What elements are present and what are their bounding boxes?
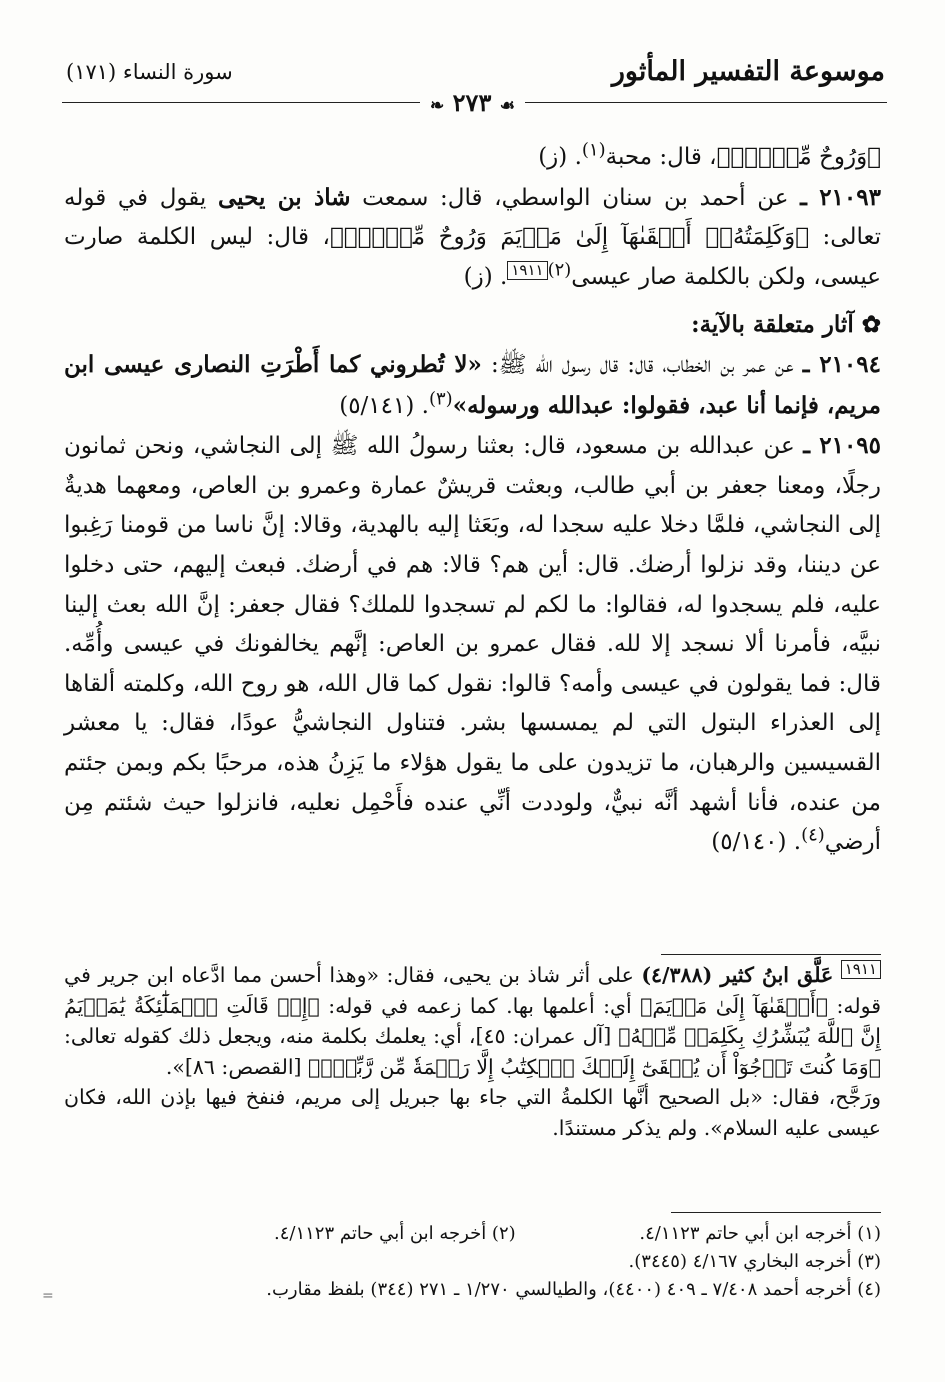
footnote-1: (١) أخرجه ابن أبي حاتم ٤/١١٢٣.: [639, 1223, 881, 1244]
athar-21094: ٢١٠٩٤ ـ عن عمر بن الخطاب، قال: قال رسول الله ﷺ: «لا تُطروني كما أَطْرَتِ النصارى عيسى ابن مريم، فإنما أنا عبد، فقولوا: عبدالله ورسوله»$^{(٣)}$. (٥/١٤١): [64, 350, 881, 419]
note-lead: عَلَّق ابنُ كثير (٤/٣٨٨): [641, 963, 834, 987]
note-divider: [661, 954, 881, 955]
narrator-name: شاذ بن يحيى: [217, 183, 351, 211]
page-number-block: [0, 88, 945, 117]
margin-mark: =: [42, 1288, 54, 1304]
note-paragraph-2: ورَجَّح، فقال: «بل الصحيح أنَّها الكلمةُ التي جاء بها جبريل إلى مريم، فنفخ فيها بإذن الله، فكان عيسى عليه السلام». ولم يذكر مستندًا.: [64, 1085, 881, 1140]
main-text: [64, 138, 881, 863]
ornament-left-icon: ❧: [430, 96, 445, 116]
footnote-ref-4[interactable]: (٤): [801, 824, 825, 846]
page-number: ٢٧٣: [452, 88, 492, 117]
athar-number: ٢١٠٩٤ ـ: [802, 350, 881, 378]
surah-label: سورة النساء (١٧١): [66, 60, 233, 84]
footnotes: [64, 1220, 881, 1304]
footnote-ref-3[interactable]: (٣): [428, 387, 453, 409]
footnote-ref-1[interactable]: (١): [581, 139, 606, 161]
footnote-ref-2[interactable]: (٢): [547, 259, 572, 281]
commentary-note: ١٩١١ عَلَّق ابنُ كثير (٤/٣٨٨) على أثر شاذ بن يحيى، فقال: «وهذا أحسن مما ادَّعاه ابن جرير في قوله: ﴿أَلۡقَىٰهَآ إِلَىٰ مَرۡيَمَ﴾ أي: أعلمها بها. كما زعمه في قوله: ﴿إِذۡ قَالَتِ ٱلۡمَلَٰٓئِكَةُ يَٰمَرۡيَمُ إِنَّ ٱللَّهَ يُبَشِّرُكِ بِكَلِمَةٖ مِّنۡهُ﴾ [آل عمران: ٤٥]، أي: يعلمك بكلمة منه، ويجعل ذلك كقوله تعالى: ﴿وَمَا كُنتَ تَرۡجُوٓاْ أَن يُلۡقَىٰٓ إِلَيۡكَ ٱلۡكِتَٰبُ إِلَّا رَحۡمَةٗ مِّن رَّبِّكَۖ﴾ [القصص: ٨٦]». ورَجَّح، فقال: «بل الصحيح أنَّها الكلمةُ التي جاء بها جبريل إلى مريم، فنفخ فيها بإذن الله، فكان عيسى عليه السلام». ولم يذكر مستندًا.: [64, 960, 881, 1143]
note-box-label: ١٩١١: [841, 960, 881, 979]
footnote-divider: [671, 1212, 881, 1213]
section-heading: ✿ آثار متعلقة بالآية:: [691, 311, 881, 339]
ornament-right-icon: ☙: [499, 96, 515, 116]
athar-21093: ٢١٠٩٣ ـ عن أحمد بن سنان الواسطي، قال: سمعت شاذ بن يحيى يقول في قوله تعالى: ﴿وَكَلِمَتُهُۥٓ أَلۡقَىٰهَآ إِلَىٰ مَرۡيَمَ وَرُوحٌ مِّنۡهُۖ﴾، قال: ليس الكلمة صارت عيسى، ولكن بالكلمة صار عيسى$^{(٢)}$١٩١١. (ز): [64, 183, 881, 290]
athar-number: ٢١٠٩٣ ـ: [800, 183, 881, 211]
athar-21095: ٢١٠٩٥ ـ عن عبدالله بن مسعود، قال: بعثنا رسولُ الله ﷺ إلى النجاشي، ونحن ثمانون رجلًا، ومعنا جعفر بن أبي طالب، وبعثت قريشٌ عمارة وعمرو بن العاص، ومعهما هديةٌ إلى النجاشي، فلمَّا دخلا عليه سجدا له، وبَعَثا إليه بالهدية، وقالا: إنَّ ناسا من قومنا رَغِبوا عن ديننا، وقد نزلوا أرضك. قال: أين هم؟ قالا: هم في أرضك. فبعث إليهم، حتى دخلوا عليه، فلم يسجدوا له، فقالوا: ما لكم لم تسجدوا للملك؟ فقال جعفر: إنَّ الله بعث إلينا نبيَّه، فأمرنا ألا نسجد إلا لله. فقال عمرو بن العاص: إنَّهم يخالفونك في عيسى وأُمِّه. قال: فما يقولون في عيسى وأمه؟ قالوا: نقول كما قال الله، هو روح الله، وكلمته ألقاها إلى العذراء البتول التي لم يمسسها بشر. فتناول النجاشيُّ عودًا، فقال: يا معشر القسيسين والرهبان، ما تزيدون على ما يقول هؤلاء ما يَزِنُ هذه، مرحبًا بكم وبمن جئتم من عنده، فأنا أشهد أنَّه نبيٌّ، ولوددت أنِّي عنده فأَحْمِل نعليه، فانزلوا حيث شئتم مِن أرضي$^{(٤)}$. (٥/١٤٠): [64, 432, 882, 856]
line-1: ﴿وَرُوحٌ مِّنۡهُۖ﴾، قال: محبة$^{(١)}$. (ز): [538, 139, 881, 170]
footnote-2: (٢) أخرجه ابن أبي حاتم ٤/١١٢٣.: [274, 1223, 516, 1244]
hadith-quote: «لا تُطروني كما أَطْرَتِ النصارى عيسى ابن مريم، فإنما أنا عبد، فقولوا: عبدالله ورسوله»: [64, 350, 881, 419]
note-box-ref[interactable]: ١٩١١: [507, 261, 547, 280]
book-title: موسوعة التفسير المأثور: [611, 56, 885, 87]
footnote-3: (٣) أخرجه البخاري ٤/١٦٧ (٣٤٤٥).: [628, 1251, 881, 1272]
athar-number: ٢١٠٩٥ ـ: [803, 432, 882, 460]
footnote-4: (٤) أخرجه أحمد ٧/٤٠٨ ـ ٤٠٩ (٤٤٠٠)، والطيالسي ١/٢٧٠ ـ ٢٧١ (٣٤٤) بلفظ مقارب.: [266, 1279, 881, 1300]
